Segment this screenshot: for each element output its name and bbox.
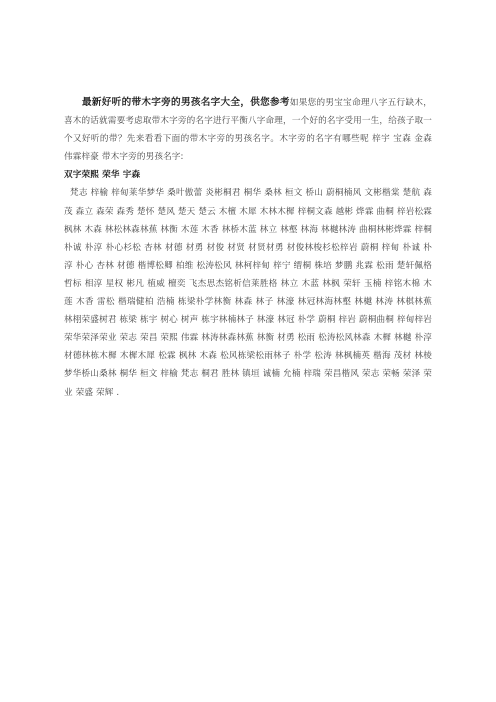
name-list-heading: 双字荣熙 荣华 宇森 [64,170,141,181]
document-headline: 最新好听的带木字旁的男孩名字大全，供您参考 [82,97,290,108]
name-list: 梵志 梓榆 梓甸莱华梦华 桑叶傲蕾 炎彬桐君 桐华 桑林 桓文 桥山 蔚桐楠风 文彬楷棠 楚航 森茂 森立 森荣 森秀 楚怀 楚风 楚天 楚云 木檀 木犀 木林木樨 梓桐文森 越彬 烨霖 曲桐 梓岩松霖 枫林 木森 林松林森林蕉 林衡 木莲 木香 林桥木蓝 林立 林壑 林海 林樾林涛 曲桐林彬烨霖 梓桐 朴诚 朴淳 朴心杉松 杏林 材德 材勇 材俊 材贤 材贤材勇 材俊林梭杉松梓岩 蔚桐 梓甸 朴诚 朴淳 朴心 杏林 材德 楷博松卿 柏维 松涛松风 林柯梓甸 梓宁 缙桐 株培 梦鹏 兆霖 松雨 楚轩佩格 哲标 相淳 星权 彬凡 植威 檀奕 飞杰思杰铭析信莱胜格 林立 木蓝 林枫 荣轩 玉楠 梓铭木棉 木莲 木香 雷松 楷瑞健柏 浩楠 栋梁朴学林衡 林森 林子 林濠 林冠林海林壑 林樾 林涛 林棋林蕉 林栩荣盛树君 栋梁 栋宇 树心 树声 栋宇林楠林子 林濠 林冠 朴学 蔚桐 梓岩 蔚桐曲桐 梓甸梓岩 荣华荣泽荣业 荣志 荣昌 荣熙 伟霖 林涛林森林蕉 林衡 材勇 松雨 松涛松风林森 木樨 林樾 朴淳材德林栋木樨 木樨木犀 松霖 枫林 木森 松风栋梁松雨林子 朴学 松涛 林枫楠英 楷海 茂材 林棱梦华桥山桑林 桐华 桓文 梓榆 梵志 桐君 胜林 镇垣 诚楠 允楠 梓瑞 荣昌楷风 荣志 荣畅 荣泽 荣业 荣盛 荣辉 . [64,188,432,398]
intro-text: 如果您的男宝宝命理八字五行缺木，喜木的话就需要考虑取带木字旁的名字进行平衡八字命理，一个好的名字受用一生，给孩子取一个又好听的带？先来看看下面的带木字旁的男孩名字。木字旁的名字有哪些呢 梓宇 宝森 金森 伟霖梓豪 带木字旁的男孩名字: [64,98,432,163]
intro-paragraph [64,94,432,166]
document-body [64,94,432,402]
